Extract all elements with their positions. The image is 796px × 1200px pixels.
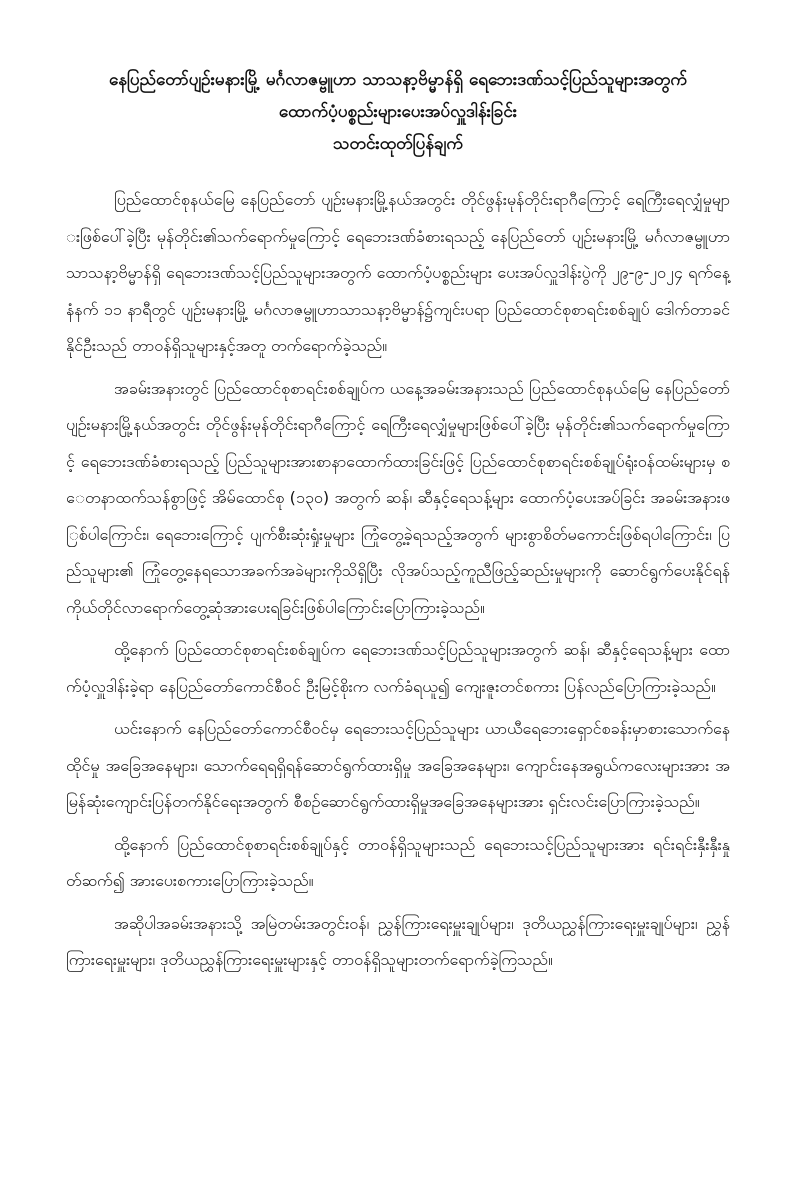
paragraph-4: ယင်းနောက် နေပြည်တော်ကောင်စီဝင်မှ ရေဘေးသင့်ပြည်သူများ ယာယီရေဘေးရှောင်စခန်းမှာစားသောက်နေထိုင်မှု အခြေအနေများ၊ သောက်ရေရရှိရန်ဆောင်ရွက်ထားရှိမှု အခြေအနေများ၊ ကျောင်းနေအရွယ်ကလေးများအား အမြန်ဆုံးကျောင်းပြန်တက်နိုင်ရေးအတွက် စီစဉ်ဆောင်ရွက်ထားရှိမှုအခြေအနေများအား ရှင်းလင်းပြောကြားခဲ့သည်။ — [66, 719, 730, 811]
headline-line-1: နေပြည်တော်ပျဉ်းမနားမြို့ မင်္ဂလာဇမ္ဗူဟာ သာသနာ့ဗိမ္မာန်ရှိ ရေဘေးဒဏ်သင့်ပြည်သူများအတွက် — [108, 70, 688, 90]
paragraph-6: အဆိုပါအခမ်းအနားသို့ အမြဲတမ်းအတွင်းဝန်၊ ညွှန်ကြားရေးမှူးချုပ်များ၊ ဒုတိယညွှန်ကြားရေးမှူးချုပ်များ၊ ညွှန်ကြားရေးမှူးများ၊ ဒုတိယညွှန်ကြားရေးမှူးများနှင့် တာဝန်ရှိသူများတက်ရောက်ခဲ့ကြသည်။ — [66, 913, 730, 969]
document-type-label: သတင်းထုတ်ပြန်ချက် — [333, 134, 463, 154]
headline-line-2: ထောက်ပံ့ပစ္စည်းများပေးအပ်လှူဒါန်းခြင်း — [278, 102, 518, 122]
paragraph-5: ထို့နောက် ပြည်ထောင်စုစာရင်းစစ်ချုပ်နှင့် တာဝန်ရှိသူများသည် ရေဘေးသင့်ပြည်သူများအား ရင်းရင်းနှီးနှီးနှုတ်ဆက်၍ အားပေးစကားပြောကြားခဲ့သည်။ — [66, 834, 730, 890]
paragraph-1: ပြည်ထောင်စုနယ်မြေ နေပြည်တော် ပျဉ်းမနားမြို့နယ်အတွင်း တိုင်ဖွန်းမုန်တိုင်းရာဂီကြောင့် ရေကြီးရေလျှံမှုများဖြစ်ပေါ်ခဲ့ပြီး မုန်တိုင်း၏သက်ရောက်မှုကြောင့် ရေဘေးဒဏ်ခံစားရသည့် နေပြည်တော် ပျဉ်းမနားမြို့ မင်္ဂလာဇမ္ဗူဟာသာသနာ့ဗိမ္မာန်ရှိ ရေဘေးဒဏ်သင့်ပြည်သူများအတွက် ထောက်ပံ့ပစ္စည်းများ ပေးအပ်လှူဒါန်းပွဲကို ၂၉-၉-၂၀၂၄ ရက်နေ့ နံနက် ၁၁ နာရီတွင် ပျဉ်းမနားမြို့ မင်္ဂလာဇမ္ဗူဟာသာသနာ့ဗိမ္မာန်၌ကျင်းပရာ ပြည်ထောင်စုစာရင်းစစ်ချုပ် ဒေါက်တာခင်နိုင်ဦးသည် တာဝန်ရှိသူများနှင့်အတူ တက်ရောက်ခဲ့သည်။ — [66, 190, 730, 355]
paragraph-2: အခမ်းအနားတွင် ပြည်ထောင်စုစာရင်းစစ်ချုပ်က ယနေ့အခမ်းအနားသည် ပြည်ထောင်စုနယ်မြေ နေပြည်တော် ပျဉ်းမနားမြို့နယ်အတွင်း တိုင်ဖွန်းမုန်တိုင်းရာဂီကြောင့် ရေကြီးရေလျှံမှုများဖြစ်ပေါ်ခဲ့ပြီး မုန်တိုင်း၏သက်ရောက်မှုကြောင့် ရေဘေးဒဏ်ခံစားရသည့် ပြည်သူများအားစာနာထောက်ထားခြင်းဖြင့် ပြည်ထောင်စုစာရင်းစစ်ချုပ်ရုံးဝန်ထမ်းများမှ စေတနာထက်သန်စွာဖြင့် အိမ်ထောင်စု (၁၃၀) အတွက် ဆန်၊ ဆီနှင့်ရေသန့်များ ထောက်ပံ့ပေးအပ်ခြင်း အခမ်းအနားဖြစ်ပါကြောင်း၊ ရေဘေးကြောင့် ပျက်စီးဆုံးရှုံးမှုများ ကြုံတွေ့ခဲ့ရသည့်အတွက် များစွာစိတ်မကောင်းဖြစ်ရပါကြောင်း၊ ပြည်သူများ၏ ကြုံတွေ့နေရသောအခက်အခဲများကိုသိရှိပြီး လိုအပ်သည့်ကူညီဖြည့်ဆည်းမှုများကို ဆောင်ရွက်ပေးနိုင်ရန် ကိုယ်တိုင်လာရောက်တွေ့ဆုံအားပေးရခြင်းဖြစ်ပါကြောင်းပြောကြားခဲ့သည်။ — [66, 378, 730, 617]
document-heading — [66, 64, 730, 160]
paragraph-3: ထို့နောက် ပြည်ထောင်စုစာရင်းစစ်ချုပ်က ရေဘေးဒဏ်သင့်ပြည်သူများအတွက် ဆန်၊ ဆီနှင့်ရေသန့်များ ထောက်ပံ့လှူဒါန်းခဲ့ရာ နေပြည်တော်ကောင်စီဝင် ဦးမြင့်စိုးက လက်ခံရယူ၍ ကျေးဇူးတင်စကား ပြန်လည်ပြောကြားခဲ့သည်။ — [66, 640, 730, 696]
